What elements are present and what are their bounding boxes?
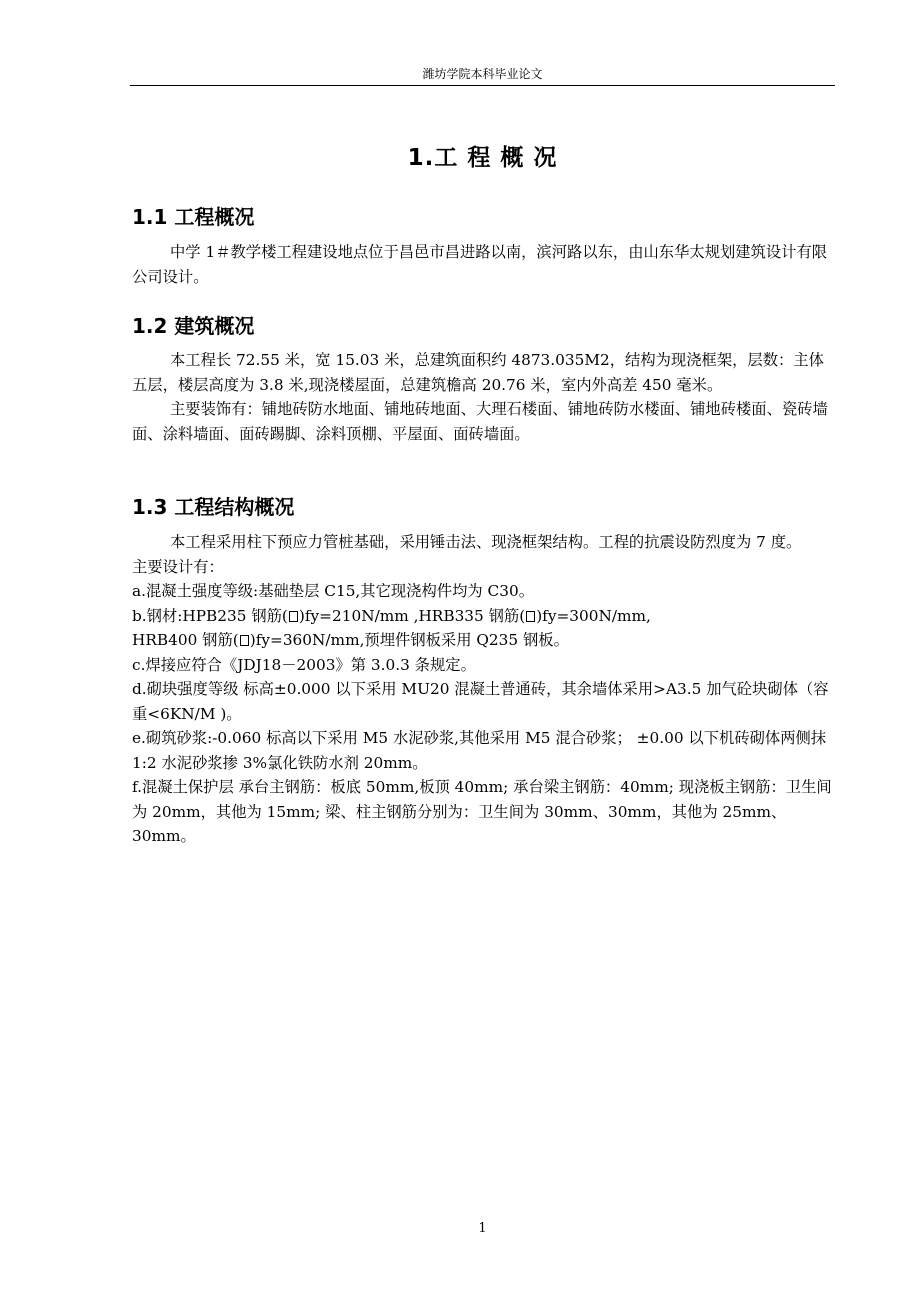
paragraph: 中学 1＃教学楼工程建设地点位于昌邑市昌进路以南，滨河路以东，由山东华太规划建筑设计有限公司设计。 xyxy=(132,243,828,286)
list-item-b-text: )fy=210N/mm ,HRB335 钢筋( xyxy=(298,606,526,625)
list-item-f: f.混凝土保护层 承台主钢筋：板底 50mm,板顶 40mm; 承台梁主钢筋：40mm; 现浇板主钢筋：卫生间为 20mm，其他为 15mm; 梁、柱主钢筋分别为：卫生间为 30mm、30mm，其他为 25mm、30mm。 xyxy=(132,778,832,845)
paragraph: 本工程长 72.55 米，宽 15.03 米，总建筑面积约 4873.035M2，结构为现浇框架，层数：主体五层，楼层高度为 3.8 米,现浇楼屋面，总建筑檐高 20.76 米，室内外高差 450 毫米。 xyxy=(132,351,824,394)
header-divider xyxy=(130,85,835,86)
section-1-3-body xyxy=(132,530,834,849)
page-number: 1 xyxy=(478,1221,487,1236)
list-item-b-continued xyxy=(132,628,834,653)
page-header: 潍坊学院本科毕业论文 xyxy=(422,67,543,81)
list-item-b-text: )fy=300N/mm, xyxy=(536,606,651,625)
section-heading-1-1: 1.1 工程概况 xyxy=(132,205,255,229)
list-item-e: e.砌筑砂浆:-0.060 标高以下采用 M5 水泥砂浆,其他采用 M5 混合砂浆； ±0.00 以下机砖砌体两侧抹 1:2 水泥砂浆掺 3%氯化铁防水剂 20mm。 xyxy=(132,729,827,772)
paragraph: 本工程采用柱下预应力管桩基础，采用锤击法、现浇框架结构。工程的抗震设防烈度为 7 度。 xyxy=(170,533,802,551)
missing-glyph-icon xyxy=(289,611,298,622)
section-1-1-body xyxy=(132,240,834,289)
list-item-b-text: )fy=360N/mm,预埋件钢板采用 Q235 钢板。 xyxy=(249,631,569,649)
section-1-2-body xyxy=(132,348,834,446)
list-intro: 主要设计有： xyxy=(132,557,224,576)
list-item-b-text: HRB400 钢筋( xyxy=(132,631,239,649)
list-item-c: c.焊接应符合《JDJ18－2003》第 3.0.3 条规定。 xyxy=(132,655,476,674)
chapter-title: 1.工 程 概 况 xyxy=(407,145,558,171)
section-heading-1-2: 1.2 建筑概况 xyxy=(132,314,255,338)
list-item-b-text: b.钢材:HPB235 钢筋( xyxy=(132,606,288,625)
list-item-b xyxy=(132,604,834,629)
list-item-d: d.砌块强度等级 标高±0.000 以下采用 MU20 混凝土普通砖，其余墙体采用>A3.5 加气砼块砌体（容重<6KN/M )。 xyxy=(132,680,829,723)
section-heading-1-3: 1.3 工程结构概况 xyxy=(132,495,295,519)
paragraph: 主要装饰有：铺地砖防水地面、铺地砖地面、大理石楼面、铺地砖防水楼面、铺地砖楼面、瓷砖墙面、涂料墙面、面砖踢脚、涂料顶棚、平屋面、面砖墙面。 xyxy=(132,400,828,443)
missing-glyph-icon xyxy=(526,611,535,622)
list-item-a: a.混凝土强度等级:基础垫层 C15,其它现浇构件均为 C30。 xyxy=(132,582,534,600)
missing-glyph-icon xyxy=(240,635,249,646)
